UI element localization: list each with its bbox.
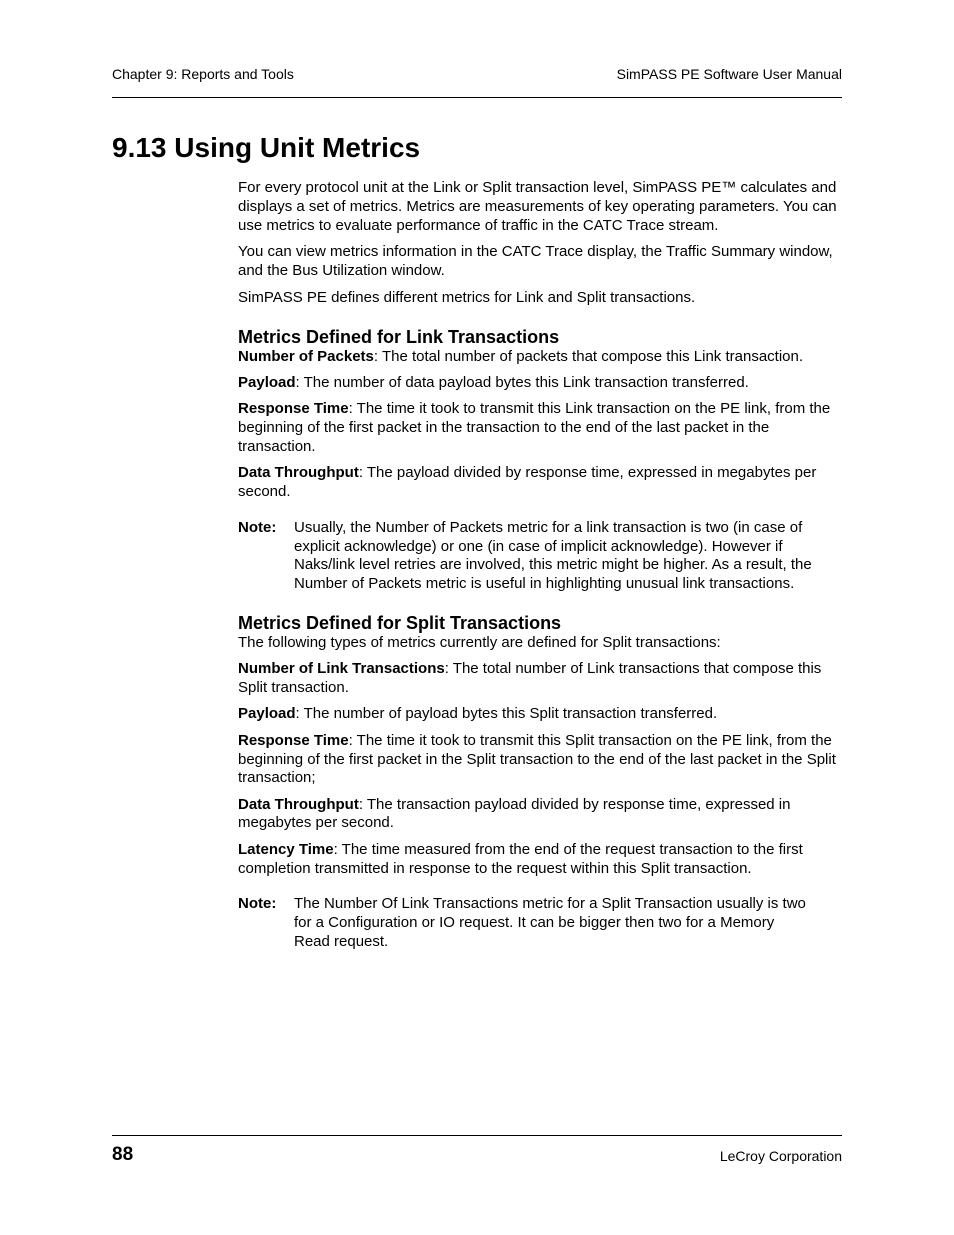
note-text: Usually, the Number of Packets metric for a link transaction is two (in case of explicit acknowledge) or one (in case of implicit acknowledge). However if Naks/link level retries are involved, this metric might be higher. As a result, the Number of Packets metric is useful in highlighting unusual link transactions. [294, 518, 812, 593]
split-metric-payload [238, 705, 842, 724]
link-metrics-heading: Metrics Defined for Link Transactions [238, 326, 560, 347]
note-label: Note: [238, 518, 277, 536]
metric-term: Latency Time [238, 840, 334, 858]
metric-desc: : The time it took to transmit this Link transaction on the PE link, from the beginning of the first packet in the transaction to the end of the last packet in the transaction. [238, 400, 831, 455]
split-metric-response-time [238, 732, 842, 788]
metric-desc: : The payload divided by response time, expressed in megabytes per second. [238, 464, 817, 501]
split-metrics-heading: Metrics Defined for Split Transactions [238, 613, 562, 634]
metric-desc: : The number of data payload bytes this Link transaction transferred. [295, 374, 749, 392]
link-metric-number-of-packets [238, 348, 842, 367]
split-metric-latency-time [238, 841, 842, 879]
link-note [238, 519, 842, 594]
company-name: LeCroy Corporation [719, 1148, 842, 1164]
metric-desc: : The total number of packets that compose this Link transaction. [373, 347, 804, 365]
metric-desc: : The time measured from the end of the request transaction to the first completion transmitted in response to the request within this Split transaction. [238, 840, 803, 877]
metric-term: Response Time [238, 731, 349, 749]
footer-rule [112, 1135, 842, 1136]
note-label: Note: [238, 895, 277, 913]
metric-term: Response Time [238, 400, 349, 418]
split-metric-data-throughput [238, 796, 842, 834]
metric-term: Number of Packets [238, 347, 374, 365]
section-title: 9.13 Using Unit Metrics [112, 132, 421, 163]
intro-paragraph-3: SimPASS PE defines different metrics for Link and Split transactions. [238, 288, 696, 306]
section-body [238, 179, 842, 959]
metric-desc: : The number of payload bytes this Split transaction transferred. [295, 705, 718, 723]
metric-desc: : The total number of Link transactions that compose this Split transaction. [238, 660, 822, 697]
chapter-title: Chapter 9: Reports and Tools [112, 66, 294, 82]
metric-term: Data Throughput [238, 464, 359, 482]
note-text: The Number Of Link Transactions metric for a Split Transaction usually is two for a Configuration or IO request. It can be bigger then two for a Memory Read request. [294, 895, 806, 950]
intro-paragraph-1: For every protocol unit at the Link or Split transaction level, SimPASS PE™ calculates and displays a set of metrics. Metrics are measurements of key operating parameters. You can use metrics to evaluate performance of traffic in the CATC Trace stream. [238, 179, 837, 234]
page-number: 88 [112, 1144, 134, 1165]
link-metric-data-throughput [238, 464, 842, 502]
split-metric-number-of-link-transactions [238, 660, 842, 698]
manual-title: SimPASS PE Software User Manual [616, 66, 842, 82]
link-metric-response-time [238, 400, 842, 456]
metric-term: Data Throughput [238, 795, 359, 813]
split-intro: The following types of metrics currently are defined for Split transactions: [238, 634, 721, 652]
metric-term: Payload [238, 374, 296, 392]
intro-paragraph-2: You can view metrics information in the CATC Trace display, the Traffic Summary window, and the Bus Utilization window. [238, 243, 833, 280]
split-note [238, 895, 842, 951]
metric-term: Payload [238, 705, 296, 723]
metric-desc: : The transaction payload divided by response time, expressed in megabytes per second. [238, 795, 791, 832]
metric-term: Number of Link Transactions [238, 660, 445, 678]
header-rule [112, 97, 842, 98]
link-metric-payload [238, 374, 842, 393]
metric-desc: : The time it took to transmit this Split transaction on the PE link, from the beginning of the first packet in the Split transaction to the end of the last packet in the Split transaction; [238, 731, 836, 787]
